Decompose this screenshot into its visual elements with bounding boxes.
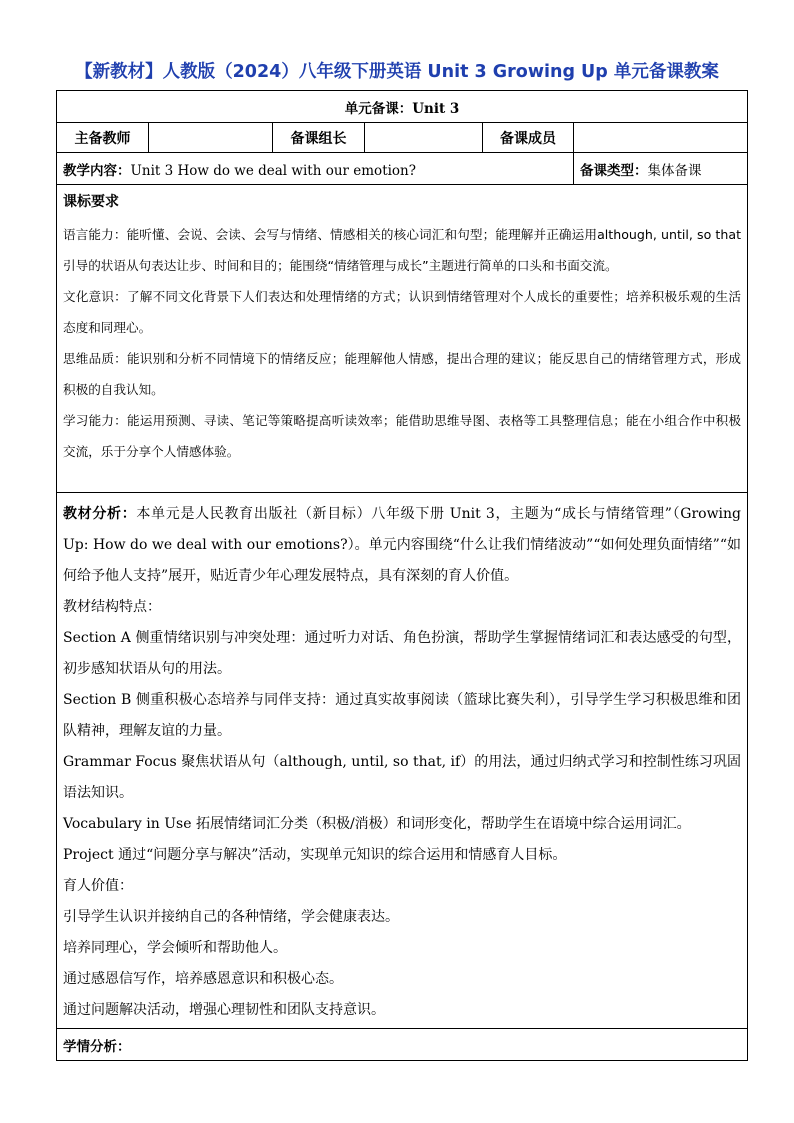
members-label: 备课成员 xyxy=(483,123,574,153)
value-item: 培养同理心，学会倾听和帮助他人。 xyxy=(63,940,287,956)
unit-header-row xyxy=(57,91,748,123)
lead-teacher-label: 主备教师 xyxy=(57,123,149,153)
unit-header: 单元备课：Unit 3 xyxy=(57,91,748,123)
content-value: Unit 3 How do we deal with our emotion? xyxy=(130,162,416,179)
group-leader-value xyxy=(365,123,483,153)
standards-heading: 课标要求 xyxy=(63,194,119,210)
value-item: 通过问题解决活动，增强心理韧性和团队支持意识。 xyxy=(63,1002,385,1018)
learner-analysis-label: 学情分析： xyxy=(57,1029,748,1061)
type-value: 集体备课 xyxy=(647,162,702,179)
lesson-plan-table xyxy=(56,90,748,1061)
document-title: 【新教材】人教版（2024）八年级下册英语 Unit 3 Growing Up 单元备课教案 xyxy=(75,62,719,82)
structure-item: Grammar Focus 聚焦状语从句（although, until, so that, if）的用法，通过归纳式学习和控制性练习巩固语法知识。 xyxy=(63,754,742,801)
value-item: 通过感恩信写作，培养感恩意识和积极心态。 xyxy=(63,971,343,987)
analysis-cell xyxy=(57,493,748,1029)
staff-row xyxy=(57,123,748,153)
structure-heading: 教材结构特点： xyxy=(63,599,161,615)
structure-item: Project 通过“问题分享与解决”活动，实现单元知识的综合运用和情感育人目标。 xyxy=(63,847,567,863)
type-label: 备课类型： xyxy=(580,162,648,179)
standards-paragraph: 文化意识：了解不同文化背景下人们表达和处理情绪的方式；认识到情绪管理对个人成长的重要性；培养积极乐观的生活态度和同理心。 xyxy=(63,289,742,335)
analysis-row xyxy=(57,493,748,1029)
structure-item: Section B 侧重积极心态培养与同伴支持：通过真实故事阅读（篮球比赛失利），引导学生学习积极思维和团队精神，理解友谊的力量。 xyxy=(63,692,742,739)
standards-paragraph: 学习能力：能运用预测、寻读、笔记等策略提高听读效率；能借助思维导图、表格等工具整理信息；能在小组合作中积极交流，乐于分享个人情感体验。 xyxy=(63,413,742,459)
standards-cell xyxy=(57,185,748,493)
value-item: 引导学生认识并接纳自己的各种情绪，学会健康表达。 xyxy=(63,909,399,925)
type-cell xyxy=(574,153,748,185)
structure-item: Vocabulary in Use 拓展情绪词汇分类（积极/消极）和词形变化，帮助学生在语境中综合运用词汇。 xyxy=(63,816,691,832)
content-cell xyxy=(57,153,574,185)
standards-row xyxy=(57,185,748,493)
analysis-intro-paragraph xyxy=(63,499,741,592)
standards-paragraph: 语言能力：能听懂、会说、会读、会写与情绪、情感相关的核心词汇和句型；能理解并正确运用although, until, so that引导的状语从句表达让步、时间和目的；能围绕“情绪管理与成长”主题进行简单的口头和书面交流。 xyxy=(63,227,742,273)
analysis-intro: 本单元是人民教育出版社（新目标）八年级下册 Unit 3，主题为“成长与情绪管理”（Growing Up: How do we deal with our emotions?）。单元内容围绕“什么让我们情绪波动”“如何处理负面情绪”“如何给予他人支持”展开，贴近青少年心理发展特点，具有深刻的育人价值。 xyxy=(63,506,742,584)
learner-analysis-row xyxy=(57,1029,748,1061)
members-value xyxy=(574,123,748,153)
content-label: 教学内容： xyxy=(63,162,131,179)
standards-paragraph: 思维品质：能识别和分析不同情境下的情绪反应；能理解他人情感，提出合理的建议；能反思自己的情绪管理方式，形成积极的自我认知。 xyxy=(63,351,742,397)
structure-item: Section A 侧重情绪识别与冲突处理：通过听力对话、角色扮演，帮助学生掌握情绪词汇和表达感受的句型，初步感知状语从句的用法。 xyxy=(63,630,742,677)
analysis-heading: 教材分析： xyxy=(63,506,137,522)
group-leader-label: 备课组长 xyxy=(273,123,365,153)
lead-teacher-value xyxy=(149,123,273,153)
value-heading: 育人价值： xyxy=(63,878,133,894)
content-row xyxy=(57,153,748,185)
